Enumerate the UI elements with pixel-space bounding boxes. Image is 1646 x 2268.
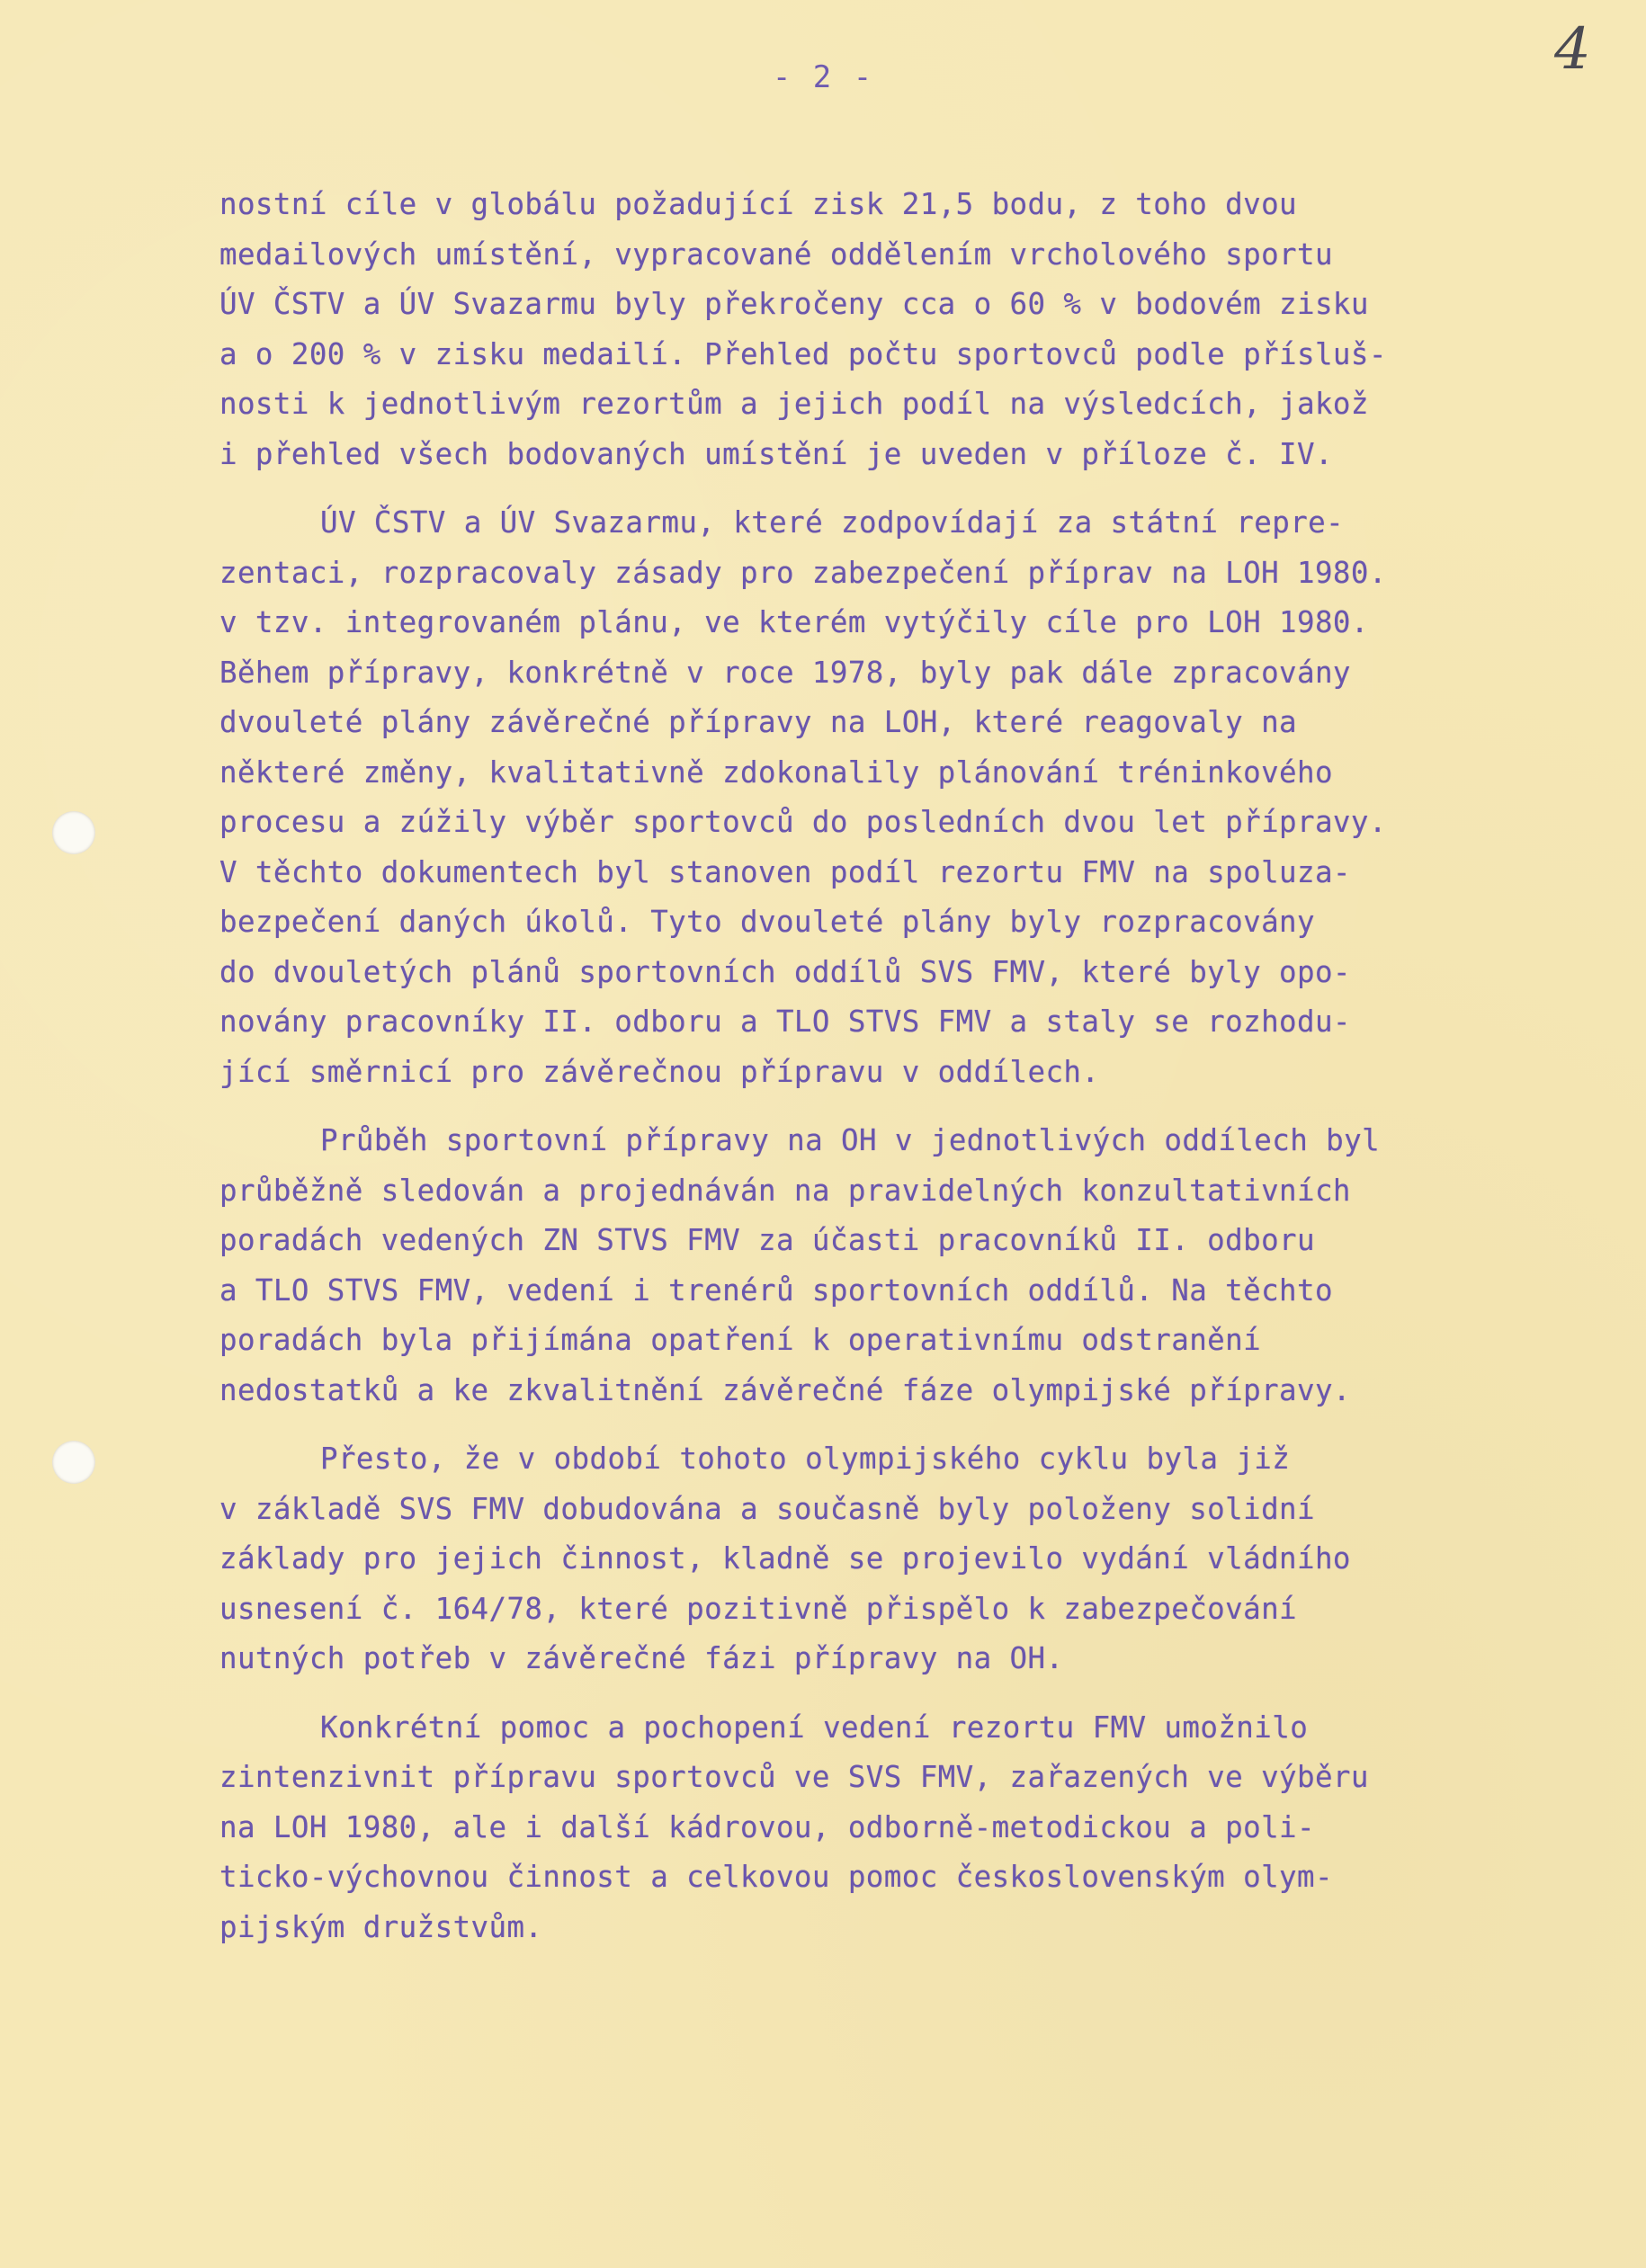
paragraph	[219, 1116, 1533, 1415]
page-number: - 2 -	[772, 59, 874, 95]
text-line: ÚV ČSTV a ÚV Svazarmu, které zodpovídají za státní repre-	[320, 505, 1345, 540]
text-line: novány pracovníky II. odboru a TLO STVS FMV a staly se rozhodu-	[219, 1005, 1351, 1039]
text-line: medailových umístění, vypracované oddělením vrcholového sportu	[219, 237, 1333, 272]
text-line: pijským družstvům.	[219, 1909, 543, 1944]
text-line: v základě SVS FMV dobudována a současně byly položeny solidní	[219, 1491, 1315, 1526]
text-line: některé změny, kvalitativně zdokonalily plánování tréninkového	[219, 755, 1333, 790]
text-line: v tzv. integrovaném plánu, ve kterém vytýčily cíle pro LOH 1980.	[219, 605, 1369, 639]
text-line: V těchto dokumentech byl stanoven podíl rezortu FMV na spoluza-	[219, 854, 1351, 889]
text-line: nosti k jednotlivým rezortům a jejich podíl na výsledcích, jakož	[219, 387, 1369, 421]
punch-hole	[52, 811, 95, 854]
text-line: i přehled všech bodovaných umístění je uveden v příloze č. IV.	[219, 436, 1333, 471]
text-line: ticko-výchovnou činnost a celkovou pomoc československým olym-	[219, 1860, 1333, 1894]
text-line: a TLO STVS FMV, vedení i trenérů sportovních oddílů. Na těchto	[219, 1272, 1333, 1308]
punch-hole	[52, 1441, 95, 1484]
text-line: procesu a zúžily výběr sportovců do posledních dvou let přípravy.	[219, 805, 1387, 839]
text-line: ÚV ČSTV a ÚV Svazarmu byly překročeny cca o 60 % v bodovém zisku	[219, 287, 1369, 321]
text-line: Průběh sportovní přípravy na OH v jednotlivých oddílech byl	[320, 1123, 1381, 1157]
text-line: poradách vedených ZN STVS FMV za účasti pracovníků II. odboru	[219, 1223, 1315, 1257]
text-line: a o 200 % v zisku medailí. Přehled počtu sportovců podle přísluš-	[219, 336, 1387, 371]
text-line: na LOH 1980, ale i další kádrovou, odborně-metodickou a poli-	[219, 1809, 1315, 1844]
text-line: Přesto, že v období tohoto olympijského cyklu byla již	[320, 1442, 1291, 1476]
text-line: Konkrétní pomoc a pochopení vedení rezortu FMV umožnilo	[320, 1710, 1309, 1745]
text-line: základy pro jejich činnost, kladně se projevilo vydání vládního	[219, 1541, 1351, 1576]
paragraph	[219, 1434, 1533, 1684]
text-line: dvouleté plány závěrečné přípravy na LOH, které reagovaly na	[219, 705, 1297, 739]
paragraph	[219, 498, 1533, 1097]
text-line: zentaci, rozpracovaly zásady pro zabezpečení příprav na LOH 1980.	[219, 555, 1387, 590]
text-line: usnesení č. 164/78, které pozitivně přispělo k zabezpečování	[219, 1591, 1297, 1626]
text-line: průběžně sledován a projednáván na pravidelných konzultativních	[219, 1173, 1351, 1208]
document-body	[219, 180, 1533, 1952]
text-line: nostní cíle v globálu požadující zisk 21,5 bodu, z toho dvou	[219, 187, 1297, 221]
text-line: jící směrnicí pro závěrečnou přípravu v oddílech.	[219, 1054, 1100, 1089]
text-line: zintenzivnit přípravu sportovců ve SVS FMV, zařazených ve výběru	[219, 1760, 1369, 1794]
paragraph	[219, 1703, 1533, 1953]
paragraph	[219, 180, 1533, 479]
text-line: bezpečení daných úkolů. Tyto dvouleté plány byly rozpracovány	[219, 905, 1315, 939]
handwritten-page-mark: 4	[1554, 16, 1591, 83]
text-line: Během přípravy, konkrétně v roce 1978, byly pak dále zpracovány	[219, 655, 1351, 690]
text-line: nutných potřeb v závěrečné fázi přípravy na OH.	[219, 1641, 1064, 1675]
text-line: do dvouletých plánů sportovních oddílů SVS FMV, které byly opo-	[219, 954, 1351, 989]
text-line: nedostatků a ke zkvalitnění závěrečné fáze olympijské přípravy.	[219, 1372, 1351, 1407]
text-line: poradách byla přijímána opatření k operativnímu odstranění	[219, 1323, 1262, 1357]
